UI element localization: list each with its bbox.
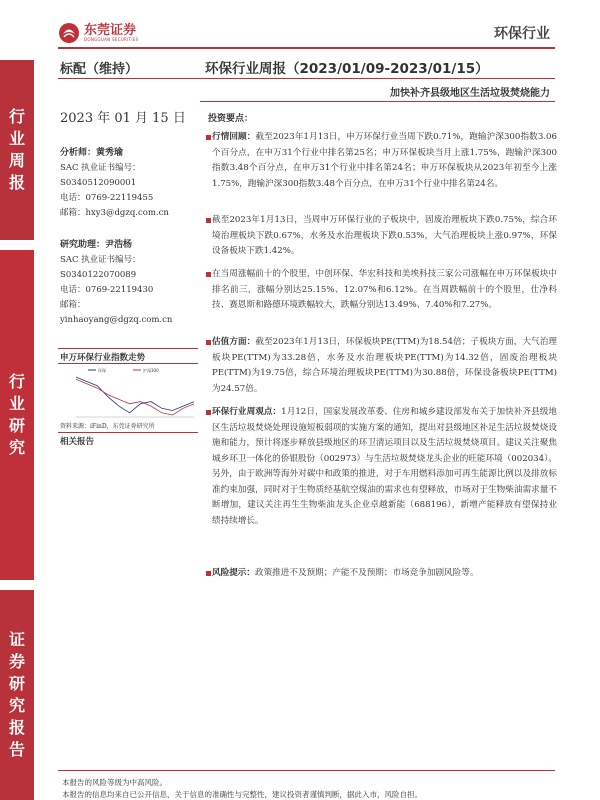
sidebar-char: 行: [8, 372, 25, 391]
bullet-head: 环保行业周观点：: [212, 407, 282, 417]
footer-disclaimer: 本报告的信息均来自已公开信息，关于信息的准确性与完整性，建议投资者谨慎判断，据此入市，风险自担。: [62, 790, 422, 799]
assistant-sac-label: SAC 执业证书编号：: [60, 255, 141, 265]
bullet-subsector: [212, 213, 557, 260]
sidebar: [0, 0, 34, 800]
analyst-email[interactable]: 邮箱：hxy3@dgzq.com.cn: [60, 208, 169, 218]
bullet-text: 在当周涨幅前十的个股里，中创环保、华宏科技和美埃科技三家公司涨幅在申万环保板块中排名前三，涨幅分别达25.15%、12.07%和6.12%。在当周跌幅前十的个股里，仕净科技、赛恩斯和路德环境跌幅较大，跌幅分别达13.49%、7.40%和7.27%。: [212, 269, 557, 310]
sidebar-char: 究: [8, 696, 25, 715]
chart-legend-label: 沪深300: [143, 368, 159, 373]
analyst-phone: 电话：0769-22119455: [60, 193, 154, 203]
report-title: 环保行业周报（2023/01/09-2023/01/15）: [205, 61, 489, 77]
investment-points-heading: 投资要点：: [208, 114, 254, 124]
sidebar-char: 业: [8, 394, 25, 413]
chart-divider-bottom: [58, 363, 198, 364]
chart-source: 资料来源：iFinD，东莞证券研究所: [60, 423, 155, 430]
sidebar-securities-report: [0, 590, 34, 800]
title-divider: [58, 78, 555, 79]
bullet-market-review: [212, 130, 557, 192]
related-reports-heading: 相关报告: [60, 437, 95, 447]
header-divider: [58, 47, 555, 49]
sidebar-weekly-report: [0, 60, 34, 240]
bullet-marker: [206, 340, 211, 345]
chart-series-line: [76, 377, 194, 413]
company-logo: [58, 22, 138, 44]
sidebar-char: 报: [8, 173, 25, 192]
assistant-phone: 电话：0769-22119430: [60, 285, 154, 295]
index-trend-chart: [58, 365, 198, 425]
bullet-head: 行情回顾：: [212, 132, 256, 142]
bullet-text: 政策推进不及预期；产能不及预期；市场竞争加剧风险等。: [254, 568, 479, 578]
assistant-email-label: 邮箱：: [60, 300, 86, 310]
sidebar-char: 行: [8, 107, 25, 126]
logo-icon: [58, 22, 80, 44]
logo-text: 东莞证券: [84, 23, 137, 38]
sidebar-char: 研: [8, 416, 25, 435]
bullet-risk: [212, 566, 557, 582]
bullet-weekly-view: [212, 405, 557, 529]
report-date: 2023 年 01 月 15 日: [60, 111, 186, 126]
analyst-sac-label: SAC 执业证书编号：: [60, 163, 141, 173]
sidebar-char: 告: [8, 740, 25, 759]
bullet-text: 截至2023年1月13日，环保板块PE(TTM)为18.54倍；子板块方面，大气治理板块PE(TTM)为33.28倍，水务及水治理板块PE(TTM)为14.32倍，固废治理板块PE(TTM)为19.75倍，综合环境治理板块PE(TTM)为30.88倍，环保设备板块PE(TTM)为24.57倍。: [212, 337, 557, 394]
analyst-info: [60, 146, 195, 221]
sidebar-char: 研: [8, 674, 25, 693]
bullet-text: 1月12日，国家发展改革委、住房和城乡建设部发布关于加快补齐县级地区生活垃圾焚烧处理设施短板弱项的实施方案的通知，提出对县级地区补足生活垃圾焚烧设施和能力，预计将逐步释放县级地区的环卫清运项目以及生活垃圾焚烧项目。建议关注聚焦城乡环卫一体化的侨银股份（002973）与生活垃圾焚烧龙头企业的旺能环境（002034）。另外，由于欧洲等海外对碳中和政策的推进，对于车用燃料添加可再生能源比例以及排放标准约束加强，同时对于生物质经基航空煤油的需求也有望释放，市场对于生物柴油需求量不断增加，建议关注再生生物柴油龙头企业卓越新能（688196），新增产能释放有望保持业绩持续增长。: [212, 407, 557, 526]
assistant-sac-number: S0340122070089: [60, 270, 137, 280]
related-divider: [58, 432, 198, 433]
analyst-name: 分析师：黄秀瑜: [60, 148, 124, 158]
bullet-head: 风险提示：: [212, 568, 255, 578]
chart-title: 申万环保行业指数走势: [60, 353, 146, 363]
bullet-marker: [206, 272, 211, 277]
sidebar-char: 券: [8, 652, 25, 671]
chart-legend-label: 环保: [98, 368, 106, 373]
chart-divider-top: [58, 348, 198, 349]
assistant-email[interactable]: yinhaoyang@dgzq.com.cn: [60, 315, 173, 325]
footer-risk-level: 本报告的风险等级为中高风险。: [62, 778, 167, 787]
subtitle-divider: [200, 101, 555, 102]
sidebar-char: 证: [8, 630, 25, 649]
bullet-valuation: [212, 335, 557, 397]
industry-label: 环保行业: [494, 26, 550, 42]
bullet-head: 估值方面：: [212, 337, 256, 347]
bullet-text: 截至2023年1月13日，当周申万环保行业的子板块中，固废治理板块下跌0.75%，综合环境治理板块下跌0.67%，水务及水治理板块下跌0.53%，大气治理板块上涨0.97%，环保设备板块下跌1.42%。: [212, 215, 557, 256]
sidebar-char: 报: [8, 718, 25, 737]
bullet-text: 截至2023年1月13日，申万环保行业当周下跌0.71%，跑输沪深300指数3.06个百分点，在申万31个行业中排名第25名；申万环保板块当月上涨1.75%，跑输沪深300指数3.48个百分点，在申万31个行业中排名第24名；申万环保板块从2023年初至今上涨1.75%，跑输沪深300指数3.48个百分点，在申万31个行业中排名第24名。: [212, 132, 557, 189]
sidebar-char: 究: [8, 438, 25, 457]
bullet-marker: [206, 571, 211, 576]
bullet-stocks: [212, 267, 557, 314]
footer-divider: [58, 770, 555, 771]
bullet-marker: [206, 410, 211, 415]
sidebar-industry-research: [0, 250, 34, 580]
analyst-sac-number: S0340512090001: [60, 178, 137, 188]
sidebar-char: 业: [8, 129, 25, 148]
report-subtitle: 加快补齐县级地区生活垃圾焚烧能力: [390, 88, 550, 99]
assistant-info: [60, 238, 195, 328]
logo-subtext: DONGGUAN SECURITIES: [84, 37, 139, 42]
sidebar-char: 周: [8, 151, 25, 170]
assistant-name: 研究助理：尹浩杨: [60, 240, 133, 250]
rating: 标配（维持）: [60, 62, 139, 77]
bullet-marker: [206, 135, 211, 140]
bullet-marker: [206, 218, 211, 223]
